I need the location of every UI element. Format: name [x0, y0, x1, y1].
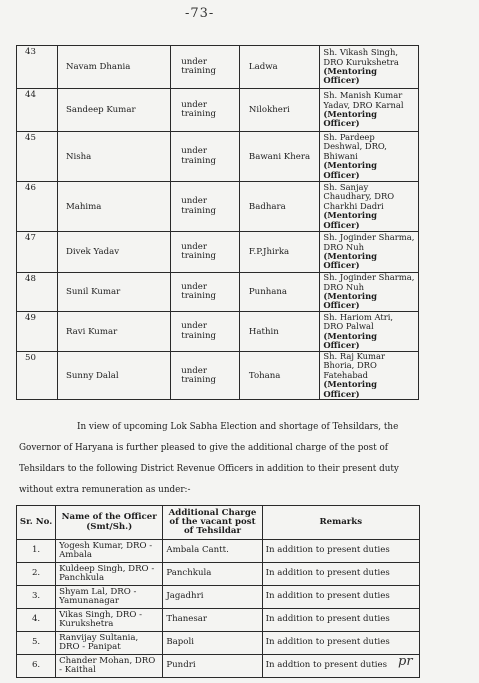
mentor-cell [320, 89, 419, 132]
status-cell: under training [171, 312, 240, 352]
remarks-cell: In addtion to present duties [262, 655, 419, 678]
name-cell: Navam Dhania [57, 46, 170, 89]
sr-cell: 6. [17, 655, 56, 678]
remarks-cell: In addition to present duties [262, 632, 419, 655]
mentor-note: (Mentoring Officer) [323, 291, 378, 311]
officer-cell: Yogesh Kumar, DRO - Ambala [56, 540, 163, 563]
sr-cell: 44 [17, 89, 58, 132]
mentor-cell [320, 352, 419, 400]
table-row [17, 609, 420, 632]
charge-cell: Panchkula [163, 563, 262, 586]
table-row [17, 563, 420, 586]
mentor-name: Sh. Joginder Sharma, DRO Nuh [323, 232, 415, 252]
mentor-note: (Mentoring Officer) [323, 330, 378, 350]
mentor-cell [320, 232, 419, 273]
header-officer: Name of the Officer (Smt/Sh.) [56, 506, 163, 540]
place-cell: F.P.Jhirka [239, 232, 320, 273]
place-cell: Tohana [239, 352, 320, 400]
charge-cell: Jagadhri [163, 586, 262, 609]
sr-cell: 47 [17, 232, 58, 273]
mentor-cell [320, 312, 419, 352]
page-number: -73- [185, 6, 215, 21]
mentor-name: Sh. Joginder Sharma, DRO Nuh [323, 272, 415, 292]
charge-cell: Thanesar [163, 609, 262, 632]
mentor-cell [320, 132, 419, 182]
charge-table [16, 505, 420, 678]
mentor-note: (Mentoring Officer) [323, 160, 378, 180]
officer-cell: Ranvijay Sultania, DRO - Panipat [56, 632, 163, 655]
mentor-name: Sh. Sanjay Chaudhary, DRO Charkhi Dadri [323, 181, 395, 211]
status-cell: under training [171, 232, 240, 273]
status-cell: under training [171, 273, 240, 312]
mentor-note: (Mentoring Officer) [323, 379, 378, 399]
officer-cell: Chander Mohan, DRO - Kaithal [56, 655, 163, 678]
place-cell: Nilokheri [239, 89, 320, 132]
signature-mark: pr [398, 654, 413, 669]
sr-cell: 48 [17, 273, 58, 312]
mentor-cell [320, 273, 419, 312]
remarks-cell: In addition to present duties [262, 540, 419, 563]
table-row [17, 586, 420, 609]
place-cell: Ladwa [239, 46, 320, 89]
status-cell: under training [171, 89, 240, 132]
header-sr: Sr. No. [17, 506, 56, 540]
table-row [17, 232, 419, 273]
name-cell: Divek Yadav [57, 232, 170, 273]
table-row [17, 89, 419, 132]
table-row [17, 352, 419, 400]
sr-cell: 3. [17, 586, 56, 609]
sr-cell: 2. [17, 563, 56, 586]
mentor-name: Sh. Manish Kumar Yadav, DRO Karnal [323, 90, 404, 110]
place-cell: Bawani Khera [239, 132, 320, 182]
header-remarks: Remarks [262, 506, 419, 540]
name-cell: Ravi Kumar [57, 312, 170, 352]
remarks-cell: In addition to present duties [262, 563, 419, 586]
table-row [17, 273, 419, 312]
table-row [17, 655, 420, 678]
sr-cell: 45 [17, 132, 58, 182]
mentor-name: Sh. Raj Kumar Bhoria, DRO Fatehabad [323, 351, 385, 380]
paragraph-line-3: Tehsildars to the following District Revenue Officers in addition to their present duty [19, 464, 399, 474]
mentor-note: (Mentoring Officer) [323, 251, 378, 271]
status-cell: under training [171, 132, 240, 182]
officer-cell: Kuldeep Singh, DRO - Panchkula [56, 563, 163, 586]
header-charge: Additional Charge of the vacant post of Tehsildar [163, 506, 262, 540]
mentor-cell [320, 182, 419, 232]
name-cell: Sandeep Kumar [57, 89, 170, 132]
remarks-cell: In addition to present duties [262, 586, 419, 609]
officer-cell: Vikas Singh, DRO - Kurukshetra [56, 609, 163, 632]
officers-table [16, 45, 419, 400]
name-cell: Sunil Kumar [57, 273, 170, 312]
mentor-name: Sh. Hariom Atri, DRO Palwal [323, 311, 394, 332]
charge-cell: Bapoli [163, 632, 262, 655]
sr-cell: 50 [17, 352, 58, 400]
charge-cell: Ambala Cantt. [163, 540, 262, 563]
sr-cell: 4. [17, 609, 56, 632]
mentor-name: Sh. Vikash Singh, DRO Kurukshetra [323, 47, 399, 67]
table-row [17, 540, 420, 563]
name-cell: Sunny Dalal [57, 352, 170, 400]
sr-cell: 49 [17, 312, 58, 352]
table-row [17, 132, 419, 182]
mentor-note: (Mentoring Officer) [323, 109, 378, 129]
paragraph-line-2: Governor of Haryana is further pleased to give the additional charge of the post of [19, 443, 389, 453]
mentor-cell [320, 46, 419, 89]
table-row [17, 312, 419, 352]
sr-cell: 46 [17, 182, 58, 232]
place-cell: Badhara [239, 182, 320, 232]
charge-cell: Pundri [163, 655, 262, 678]
place-cell: Hathin [239, 312, 320, 352]
sr-cell: 5. [17, 632, 56, 655]
mentor-note: (Mentoring Officer) [323, 210, 378, 230]
status-cell: under training [171, 182, 240, 232]
sr-cell: 43 [17, 46, 58, 89]
paragraph-line-4: without extra remuneration as under:- [19, 485, 191, 495]
table-row [17, 46, 419, 89]
officer-cell: Shyam Lal, DRO - Yamunanagar [56, 586, 163, 609]
table-row [17, 182, 419, 232]
mentor-name: Sh. Pardeep Deshwal, DRO, Bhiwani [323, 131, 387, 161]
place-cell: Punhana [239, 273, 320, 312]
sr-cell: 1. [17, 540, 56, 563]
paragraph-line-1: In view of upcoming Lok Sabha Election and shortage of Tehsildars, the [77, 422, 399, 432]
name-cell: Nisha [57, 132, 170, 182]
status-cell: under training [171, 46, 240, 89]
table-header-row [17, 506, 420, 540]
remarks-cell: In addition to present duties [262, 609, 419, 632]
mentor-note: (Mentoring Officer) [323, 66, 378, 86]
table-row [17, 632, 420, 655]
name-cell: Mahima [57, 182, 170, 232]
status-cell: under training [171, 352, 240, 400]
